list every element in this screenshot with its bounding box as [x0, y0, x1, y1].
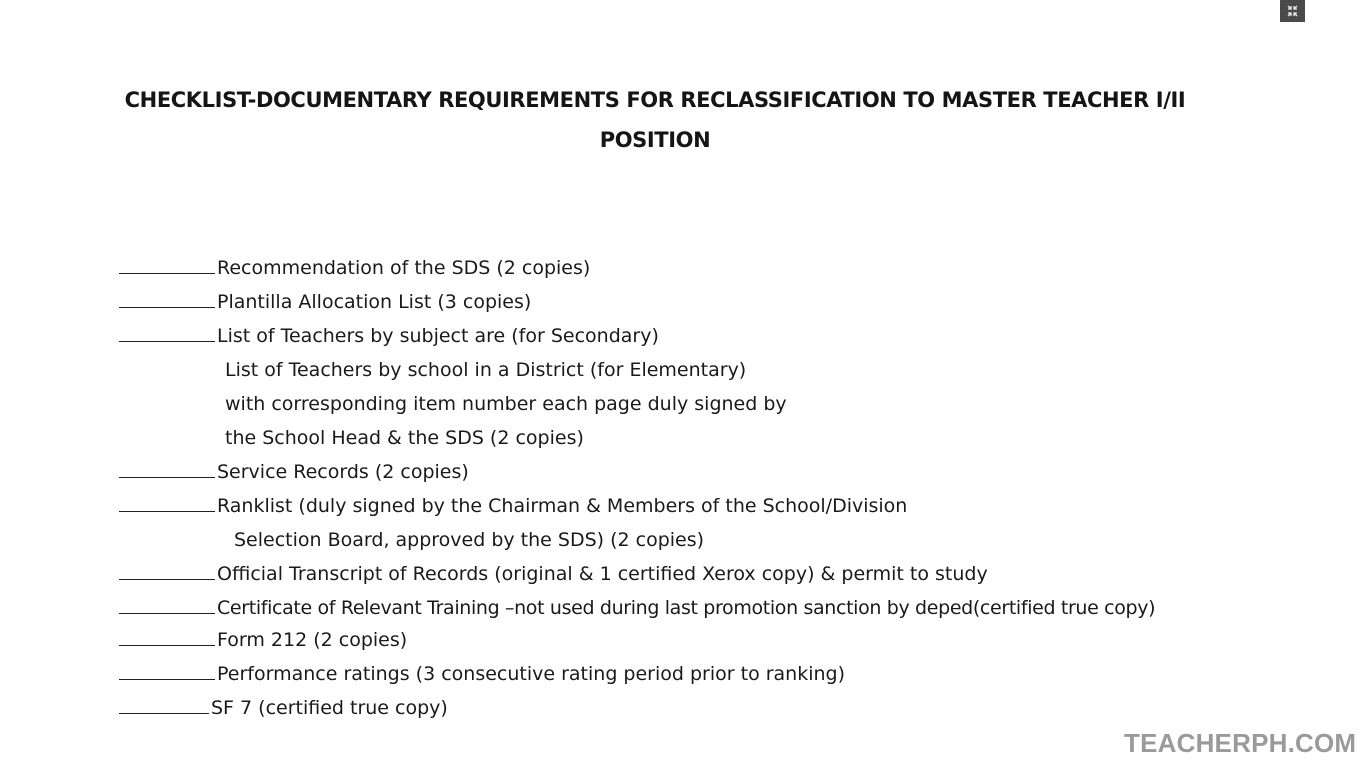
checklist-item — [119, 596, 1155, 620]
checklist-item — [119, 628, 407, 652]
checkbox-blank — [119, 662, 215, 680]
checkbox-blank — [119, 628, 215, 646]
checklist-item — [119, 290, 531, 314]
checkbox-blank — [119, 562, 215, 580]
checklist-item — [119, 460, 469, 484]
checkbox-blank — [119, 324, 215, 342]
item-label: Plantilla Allocation List (3 copies) — [217, 291, 532, 313]
checklist-item — [119, 696, 448, 720]
item-label: SF 7 (certified true copy) — [211, 697, 448, 719]
item-label: Performance ratings (3 consecutive rating period prior to ranking) — [217, 663, 846, 685]
item-label: Certificate of Relevant Training –not used during last promotion sanction by deped(certified true copy) — [217, 597, 1156, 619]
item-continuation: the School Head & the SDS (2 copies) — [225, 427, 584, 449]
checklist-item — [119, 256, 590, 280]
title-line-1: CHECKLIST-DOCUMENTARY REQUIREMENTS FOR RECLASSIFICATION TO MASTER TEACHER I/II — [124, 88, 1186, 112]
checkbox-blank — [119, 494, 215, 512]
checklist-item — [119, 562, 988, 586]
document-title — [0, 80, 1310, 160]
checkbox-blank — [119, 460, 215, 478]
item-continuation: List of Teachers by school in a District (for Elementary) — [225, 359, 747, 381]
title-line-2: POSITION — [599, 128, 711, 152]
item-label: Recommendation of the SDS (2 copies) — [217, 257, 591, 279]
checklist-item — [119, 494, 907, 518]
checkbox-blank — [119, 290, 215, 308]
item-label: List of Teachers by subject are (for Secondary) — [217, 325, 659, 347]
checkbox-blank — [119, 256, 215, 274]
watermark-logo-text: TEACHERPH.COM — [1124, 728, 1357, 758]
item-label: Ranklist (duly signed by the Chairman & Members of the School/Division — [217, 495, 908, 517]
checklist-item — [119, 662, 845, 686]
collapse-icon[interactable] — [1280, 0, 1305, 22]
item-label: Official Transcript of Records (original & 1 certified Xerox copy) & permit to study — [217, 563, 988, 585]
item-label: Form 212 (2 copies) — [217, 629, 408, 651]
item-continuation: Selection Board, approved by the SDS) (2 copies) — [234, 529, 705, 551]
item-label: Service Records (2 copies) — [217, 461, 469, 483]
item-continuation: with corresponding item number each page duly signed by — [225, 393, 787, 415]
checkbox-blank — [119, 696, 209, 714]
checklist-item — [119, 324, 659, 348]
checkbox-blank — [119, 596, 215, 614]
